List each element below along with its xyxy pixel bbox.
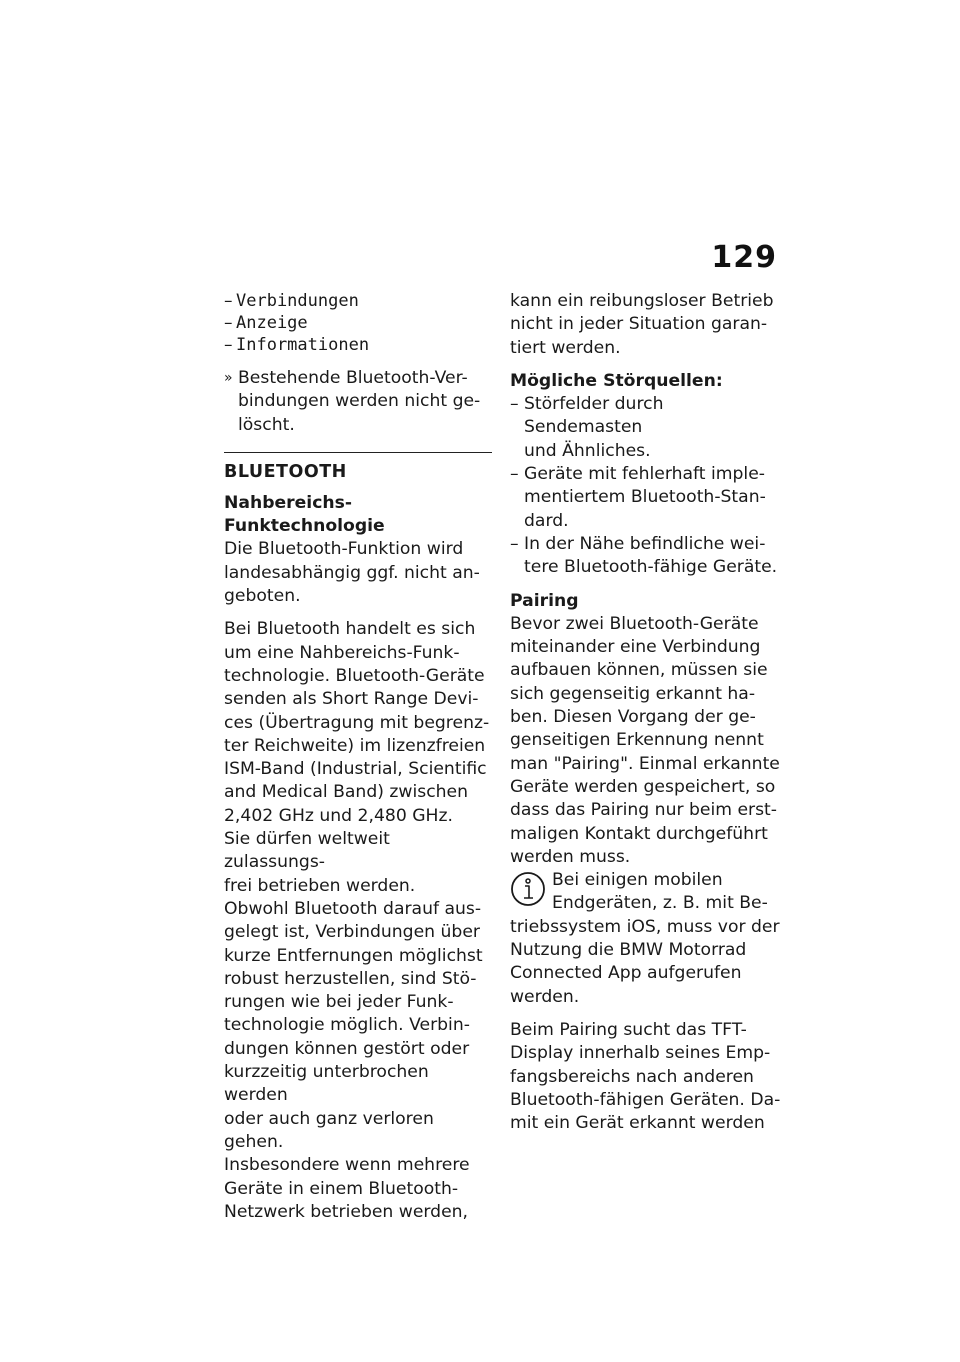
sources-heading: Mögliche Störquellen: <box>510 370 723 391</box>
page-number: 129 <box>711 240 777 275</box>
menu-list <box>224 290 492 356</box>
paragraph: Die Bluetooth-Funktion wird landesabhängig ggf. nicht an- geboten. <box>224 539 480 607</box>
left-column <box>224 290 492 1224</box>
list-item: – Störfelder durch Sendemasten und Ähnliches. <box>510 394 664 461</box>
section-title: BLUETOOTH <box>224 461 347 482</box>
paragraph: kann ein reibungsloser Betrieb nicht in jeder Situation garan- tiert werden. <box>510 291 774 358</box>
list-item: – In der Nähe befindliche wei- tere Bluetooth-fähige Geräte. <box>510 533 778 578</box>
info-icon <box>510 871 546 907</box>
paragraph: Obwohl Bluetooth darauf aus- gelegt ist, Verbindungen über kurze Entfernungen möglichst robust herzustellen, sind Stö- rungen wie bei jeder Funk- technologie möglich. Verbin- dungen können gestört oder kurzzeitig unterbrochen werden oder auch ganz verloren gehen. Insbesondere wenn mehrere Geräte in einem Bluetooth- Netzwerk betrieben werden, <box>224 898 483 1222</box>
menu-item: – Anzeige <box>224 313 308 333</box>
menu-item: – Informationen <box>224 335 370 355</box>
list-item: – Geräte mit fehlerhaft imple- mentiertem Bluetooth-Stan- dard. <box>510 464 766 531</box>
paragraph: Bevor zwei Bluetooth-Geräte miteinander eine Verbindung aufbauen können, müssen sie sich gegenseitig erkannt ha- ben. Diesen Vorgang der ge- genseitigen Erkennung nennt man "Pairing". Einmal erkannte Geräte werden gespeichert, so dass das Pairing nur beim erst- maligen Kontakt durchgeführt werden muss. <box>510 613 780 867</box>
result-note: » Bestehende Bluetooth-Ver- bindungen werden nicht ge- löscht. <box>224 368 481 435</box>
info-note: Bei einigen mobilen Endgeräten, z. B. mit Be- triebssystem iOS, muss vor der Nutzung die BMW Motorrad Connected App aufgerufen werden. <box>510 870 780 1007</box>
section-divider <box>224 452 492 453</box>
menu-item: – Verbindungen <box>224 291 359 311</box>
paragraph: Bei Bluetooth handelt es sich um eine Nahbereichs-Funk- technologie. Bluetooth-Geräte senden als Short Range Devi- ces (Übertragung mit begrenz- ter Reichweite) im lizenzfreien ISM-Band (Industrial, Scientific and Medical Band) zwischen 2,402 GHz und 2,480 GHz. Sie dürfen weltweit zulassungs- frei betrieben werden. <box>224 619 490 896</box>
result-arrow-icon: » <box>224 370 233 386</box>
sub-heading: Nahbereichs-Funktechnologie <box>224 492 385 537</box>
right-column <box>510 290 782 1135</box>
paragraph: Beim Pairing sucht das TFT- Display innerhalb seines Emp- fangsbereichs nach anderen Bluetooth-fähigen Geräten. Da- mit ein Gerät erkannt werden <box>510 1019 781 1134</box>
pairing-heading: Pairing <box>510 590 579 611</box>
